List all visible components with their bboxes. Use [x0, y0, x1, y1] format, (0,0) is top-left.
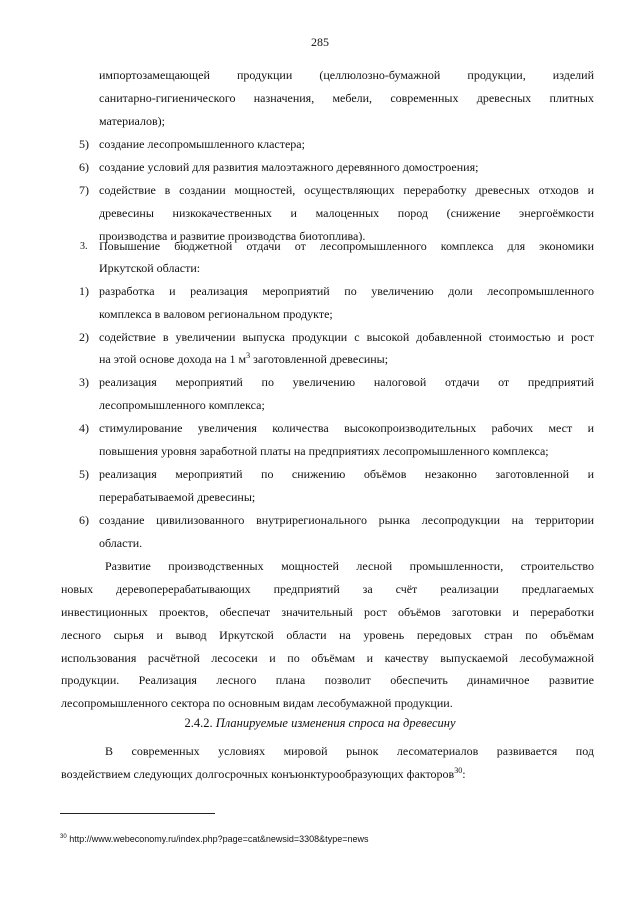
section-heading [0, 716, 640, 730]
paragraph-line: лесопромышленного сектора по основным видам лесобумажной продукции. [61, 696, 453, 710]
list-item-line: реализация мероприятий по увеличению налоговой отдачи от предприятий [99, 375, 594, 389]
list-marker: 7) [79, 183, 89, 197]
list-item-line: перерабатываемой древесины; [99, 490, 256, 504]
intro-line: В современных условиях мировой рынок лесоматериалов развивается под [105, 744, 594, 758]
list-marker: 5) [79, 467, 89, 481]
heading-number: 2.4.2. [184, 716, 213, 730]
list-item-line: реализация мероприятий по снижению объёмов незаконно заготовленной и [99, 467, 594, 481]
list-marker: 6) [79, 160, 89, 174]
list-marker: 5) [79, 137, 89, 151]
footnote-divider [60, 813, 215, 814]
paragraph-line: использования расчётной лесосеки и по объёмам и качеству выпускаемой лесобумажной [61, 651, 594, 665]
list-item-text: на этой основе дохода на 1 м [99, 352, 247, 366]
section-line: Повышение бюджетной отдачи от лесопромышленного комплекса для экономики [99, 239, 594, 253]
list-item-line: комплекса в валовом региональном продукте; [99, 307, 333, 321]
list-item-line: содействие в увеличении выпуска продукции с высокой добавленной стоимостью и рост [99, 330, 594, 344]
list-item-line: стимулирование увеличения количества высокопроизводительных рабочих мест и [99, 421, 594, 435]
paragraph-line: Развитие производственных мощностей лесной промышленности, строительство [105, 559, 594, 573]
section-line: Иркутской области: [99, 261, 201, 275]
list-item-line: создание лесопромышленного кластера; [99, 137, 305, 151]
list-item-line: создание цивилизованного внутрирегионального рынка лесопродукции на территории [99, 513, 594, 527]
intro-text: воздействием следующих долгосрочных конъюнктурообразующих факторов [61, 767, 455, 781]
list-item-line: лесопромышленного комплекса; [99, 398, 265, 412]
continuation-line: импортозамещающей продукции (целлюлозно-бумажной продукции, изделий [99, 68, 594, 82]
continuation-line: материалов); [99, 114, 165, 128]
list-item-line: области. [99, 536, 143, 550]
list-item-line: содействие в создании мощностей, осуществляющих переработку древесных отходов и [99, 183, 594, 197]
list-marker: 1) [79, 284, 89, 298]
footnote [60, 834, 368, 844]
list-item-line: производства и развитие производства биотоплива). [99, 229, 366, 243]
paragraph-line: лесного сырья и вывод Иркутской области на уровень передовых стран по объёмам [61, 628, 594, 642]
heading-title: Планируемые изменения спроса на древесину [215, 716, 456, 730]
list-marker: 3) [79, 375, 89, 389]
list-item-line: создание условий для развития малоэтажного деревянного домостроения; [99, 160, 479, 174]
list-marker: 4) [79, 421, 89, 435]
list-item-line: повышения уровня заработной платы на предприятиях лесопромышленного комплекса; [99, 444, 549, 458]
footnote-ref[interactable]: 30 [454, 766, 463, 775]
list-marker: 2) [79, 330, 89, 344]
intro-line [61, 767, 466, 781]
list-item-line: древесины низкокачественных и малоценных пород (снижение энергоёмкости [99, 206, 594, 220]
intro-text: : [462, 767, 466, 781]
footnote-link[interactable]: http://www.webeconomy.ru/index.php?page=cat&newsid=3308&type=news [66, 834, 369, 844]
paragraph-line: инвестиционных проектов, обеспечат значительный рост объёмов заготовки и переработки [61, 605, 594, 619]
list-item-text: заготовленной древесины; [250, 352, 389, 366]
continuation-line: санитарно-гигиенического назначения, мебели, современных древесных плитных [99, 91, 594, 105]
page-number: 285 [311, 35, 329, 49]
paragraph-line: продукции. Реализация лесного плана позволит обеспечить динамичное развитие [61, 673, 594, 687]
paragraph-line: новых деревоперерабатывающих предприятий за счёт реализации предлагаемых [61, 582, 594, 596]
list-item-line: разработка и реализация мероприятий по увеличению доли лесопромышленного [99, 284, 594, 298]
list-item-line [99, 352, 388, 366]
footnote-number: 30 [60, 834, 67, 840]
section-marker: 3. [80, 241, 88, 252]
superscript: 3 [246, 351, 251, 360]
list-marker: 6) [79, 513, 89, 527]
